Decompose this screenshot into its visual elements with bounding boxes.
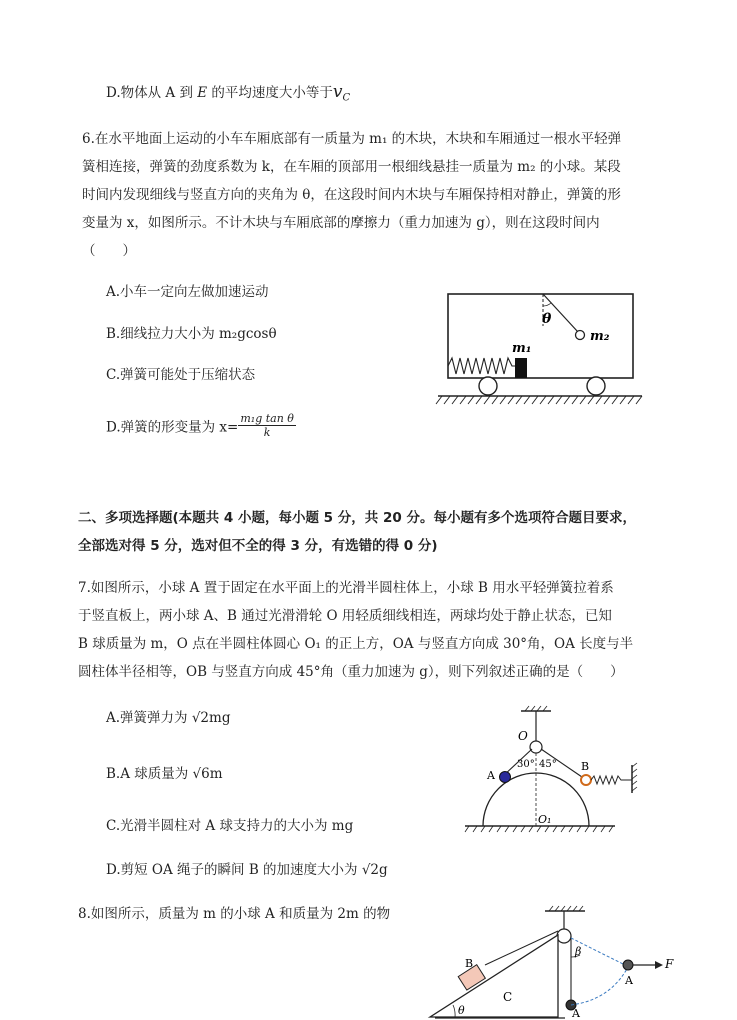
angle-45-label: 45° xyxy=(539,759,557,770)
theta-label: θ xyxy=(458,1004,465,1017)
wheel-right xyxy=(587,377,605,395)
q6-option-b: B.细线拉力大小为 m₂gcosθ xyxy=(106,326,277,342)
q6-stem-line-4: 变量为 x，如图所示。不计木块与车厢底部的摩擦力（重力加速为 g），则在这段时间内 xyxy=(82,215,600,231)
ball-b xyxy=(581,775,591,785)
section-2-heading-line-2: 全部选对得 5 分，选对但不全的得 3 分，有选错的得 0 分) xyxy=(78,538,438,554)
ball-m2 xyxy=(576,331,585,340)
spring xyxy=(591,776,632,784)
q7-stem-line-2: 于竖直板上，两小球 A、B 通过光滑滑轮 O 用轻质细线相连，两球均处于静止状态，已知 xyxy=(78,608,612,624)
q8-stem-line-1: 8.如图所示，质量为 m 的小球 A 和质量为 2m 的物 xyxy=(78,906,391,922)
m1-label: m₁ xyxy=(512,341,532,356)
o1-label: O₁ xyxy=(538,813,552,826)
q5-option-d: D.物体从 A 到 E 的平均速度大小等于$v_C$ xyxy=(106,82,351,104)
theta-label: θ xyxy=(542,311,552,327)
q7-stem-line-3: B 球质量为 m，O 点在半圆柱体圆心 O₁ 的正上方，OA 与竖直方向成 30°角，OA 长度与半 xyxy=(78,636,634,652)
f-label: F xyxy=(665,957,674,971)
spring xyxy=(448,358,515,374)
q6-option-a: A.小车一定向左做加速运动 xyxy=(106,284,269,300)
o-label: O xyxy=(518,729,528,743)
beta-label: β xyxy=(575,945,582,958)
q7-option-d: D.剪短 OA 绳子的瞬间 B 的加速度大小为 √2g xyxy=(106,862,388,878)
q7-option-b: B.A 球质量为 √6m xyxy=(106,766,223,782)
a-label: A xyxy=(487,769,495,782)
incline-c xyxy=(430,935,558,1017)
swing-path xyxy=(571,967,628,1005)
pulley xyxy=(557,929,571,943)
pulley-o xyxy=(530,741,542,753)
block-m1 xyxy=(515,358,527,378)
m2-label: m₂ xyxy=(590,329,610,344)
q8-incline-figure xyxy=(425,905,690,1020)
q7-pulley-figure xyxy=(455,705,645,835)
force-arrowhead xyxy=(655,961,663,969)
b-label: B xyxy=(465,957,474,970)
q6-stem-line-1: 6.在水平地面上运动的小车车厢底部有一质量为 m₁ 的木块，木块和车厢通过一根水平轻弹 xyxy=(82,131,622,147)
c-label: C xyxy=(503,990,513,1004)
a-label-upper: A xyxy=(625,974,633,987)
q7-stem-line-4: 圆柱体半径相等，OB 与竖直方向成 45°角（重力加速为 g），则下列叙述正确的是（ ） xyxy=(78,664,624,680)
section-2-heading-line-1: 二、多项选择题(本题共 4 小题，每小题 5 分，共 20 分。每小题有多个选项符合题目要求， xyxy=(78,510,636,526)
a-label-lower: A xyxy=(572,1007,580,1020)
q7-option-c: C.光滑半圆柱对 A 球支持力的大小为 mg xyxy=(106,818,354,834)
q6-option-d: D.弹簧的形变量为 x= $\frac{\text{m₁g tan θ}}{k}$ xyxy=(106,412,294,439)
ground-hatch xyxy=(436,396,642,404)
q6-option-c: C.弹簧可能处于压缩状态 xyxy=(106,367,256,383)
ground-hatch xyxy=(465,826,613,832)
ball-a xyxy=(500,772,511,783)
q6-answer-paren: （ ） xyxy=(82,243,136,259)
q7-stem-line-1: 7.如图所示，小球 A 置于固定在水平面上的光滑半圆柱体上，小球 B 用水平轻弹簧拉着系 xyxy=(78,580,614,596)
angle-30-label: 30° xyxy=(517,759,535,770)
q6-cart-figure xyxy=(430,286,645,411)
q6-option-d-fraction: $\frac{\text{m₁g tan θ}}{k}$ xyxy=(240,412,294,439)
q6-stem-line-2: 簧相连接，弹簧的劲度系数为 k，在车厢的顶部用一根细线悬挂一质量为 m₂ 的小球。某段 xyxy=(82,159,621,175)
ball-a-displaced xyxy=(623,960,633,970)
angle-arc xyxy=(543,303,551,306)
q6-stem-line-3: 时间内发现细线与竖直方向的夹角为 θ，在这段时间内木块与车厢保持相对静止，弹簧的形 xyxy=(82,187,621,203)
b-label: B xyxy=(581,760,590,773)
wheel-left xyxy=(479,377,497,395)
q7-option-a: A.弹簧弹力为 √2mg xyxy=(106,710,231,726)
